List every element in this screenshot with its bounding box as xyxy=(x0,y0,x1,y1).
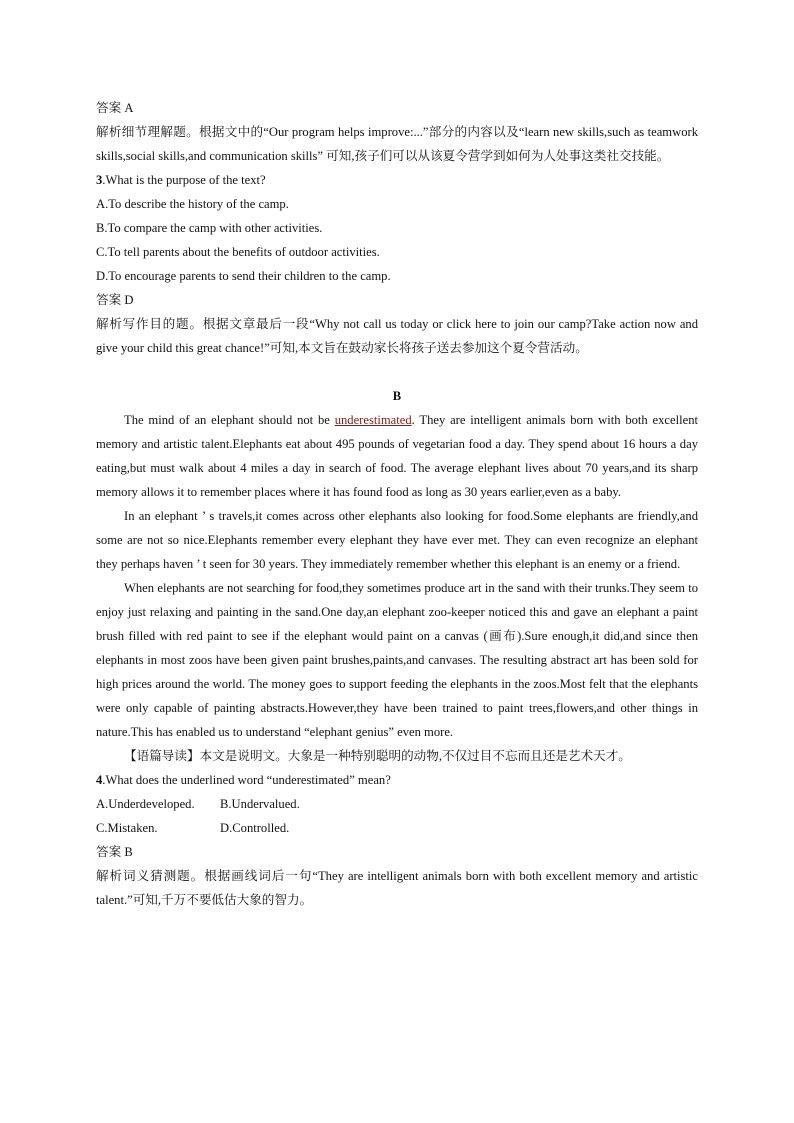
q4-text: .What does the underlined word “underestimated” mean? xyxy=(102,773,391,787)
p1-after: . They are intelligent animals born with both excellent memory and artistic talent.Elephants eat about 495 pounds of vegetarian food a day. They spend about 16 hours a day eating,but must walk about 4 miles a day in search of food. The average elephant lives about 70 years,and its sharp memory allows it to remember places where it has found food as long as 30 years earlier,even as a baby. xyxy=(96,413,698,499)
p1-before: The mind of an elephant should not be xyxy=(124,413,335,427)
q3-question xyxy=(96,168,698,192)
q4-question xyxy=(96,768,698,792)
q3-text: .What is the purpose of the text? xyxy=(102,173,266,187)
q4-answer: 答案 B xyxy=(96,845,133,859)
passage-heading: B xyxy=(392,389,402,403)
passage-paragraph-1 xyxy=(96,408,698,504)
q4-options-row-2 xyxy=(96,816,698,840)
passage-guide: 【语篇导读】本文是说明文。大象是一种特别聪明的动物,不仅过目不忘而且还是艺术天才。 xyxy=(124,749,631,763)
underlined-word: underestimated xyxy=(334,413,412,427)
q4-option-d: D.Controlled. xyxy=(220,821,290,835)
q2-answer: 答案 A xyxy=(96,101,134,115)
q3-option-c: C.To tell parents about the benefits of outdoor activities. xyxy=(96,245,380,259)
document-page xyxy=(96,96,698,912)
q3-option-a: A.To describe the history of the camp. xyxy=(96,197,289,211)
spacer xyxy=(96,360,698,384)
q4-option-c: C.Mistaken. xyxy=(96,821,158,835)
q3-answer: 答案 D xyxy=(96,293,134,307)
q3-number: 3 xyxy=(96,173,103,187)
q3-option-d: D.To encourage parents to send their children to the camp. xyxy=(96,269,391,283)
q4-option-b: B.Undervalued. xyxy=(220,797,300,811)
q3-explanation: 解析写作目的题。根据文章最后一段“Why not call us today or click here to join our camp?Take action now and give your child this great chance!”可知,本文旨在鼓动家长将孩子送去参加这个夏令营活动。 xyxy=(96,317,698,355)
q4-option-a: A.Underdeveloped. xyxy=(96,797,195,811)
q4-options-row-1 xyxy=(96,792,698,816)
q4-number: 4 xyxy=(96,773,103,787)
q2-explanation: 解析细节理解题。根据文中的“Our program helps improve:...”部分的内容以及“learn new skills,such as teamwork skills,social skills,and communication skills” 可知,孩子们可以从该夏令营学到如何为人处事这类社交技能。 xyxy=(96,125,698,163)
passage-paragraph-3: When elephants are not searching for food,they sometimes produce art in the sand with their trunks.They seem to enjoy just relaxing and painting in the sand.One day,an elephant zoo-keeper noticed this and gave an elephant a paint brush filled with red paint to see if the elephant would paint on a canvas (画布).Sure enough,it did,and since then elephants in most zoos have been given paint brushes,paints,and canvases. The resulting abstract art has been sold for high prices around the world. The money goes to support feeding the elephants in the zoos.Most felt that the elephants were only capable of painting abstracts.However,they have been trained to paint trees,flowers,and other things in nature.This has enabled us to understand “elephant genius” even more. xyxy=(96,581,698,739)
q3-option-b: B.To compare the camp with other activities. xyxy=(96,221,323,235)
q4-explanation: 解析词义猜测题。根据画线词后一句“They are intelligent animals born with both excellent memory and artistic talent.”可知,千万不要低估大象的智力。 xyxy=(96,869,698,907)
passage-paragraph-2: In an elephant ’ s travels,it comes across other elephants also looking for food.Some elephants are friendly,and some are not so nice.Elephants remember every elephant they have ever met. They can even recognize an elephant they perhaps haven ’ t seen for 30 years. They immediately remember whether this elephant is an enemy or a friend. xyxy=(96,509,698,571)
